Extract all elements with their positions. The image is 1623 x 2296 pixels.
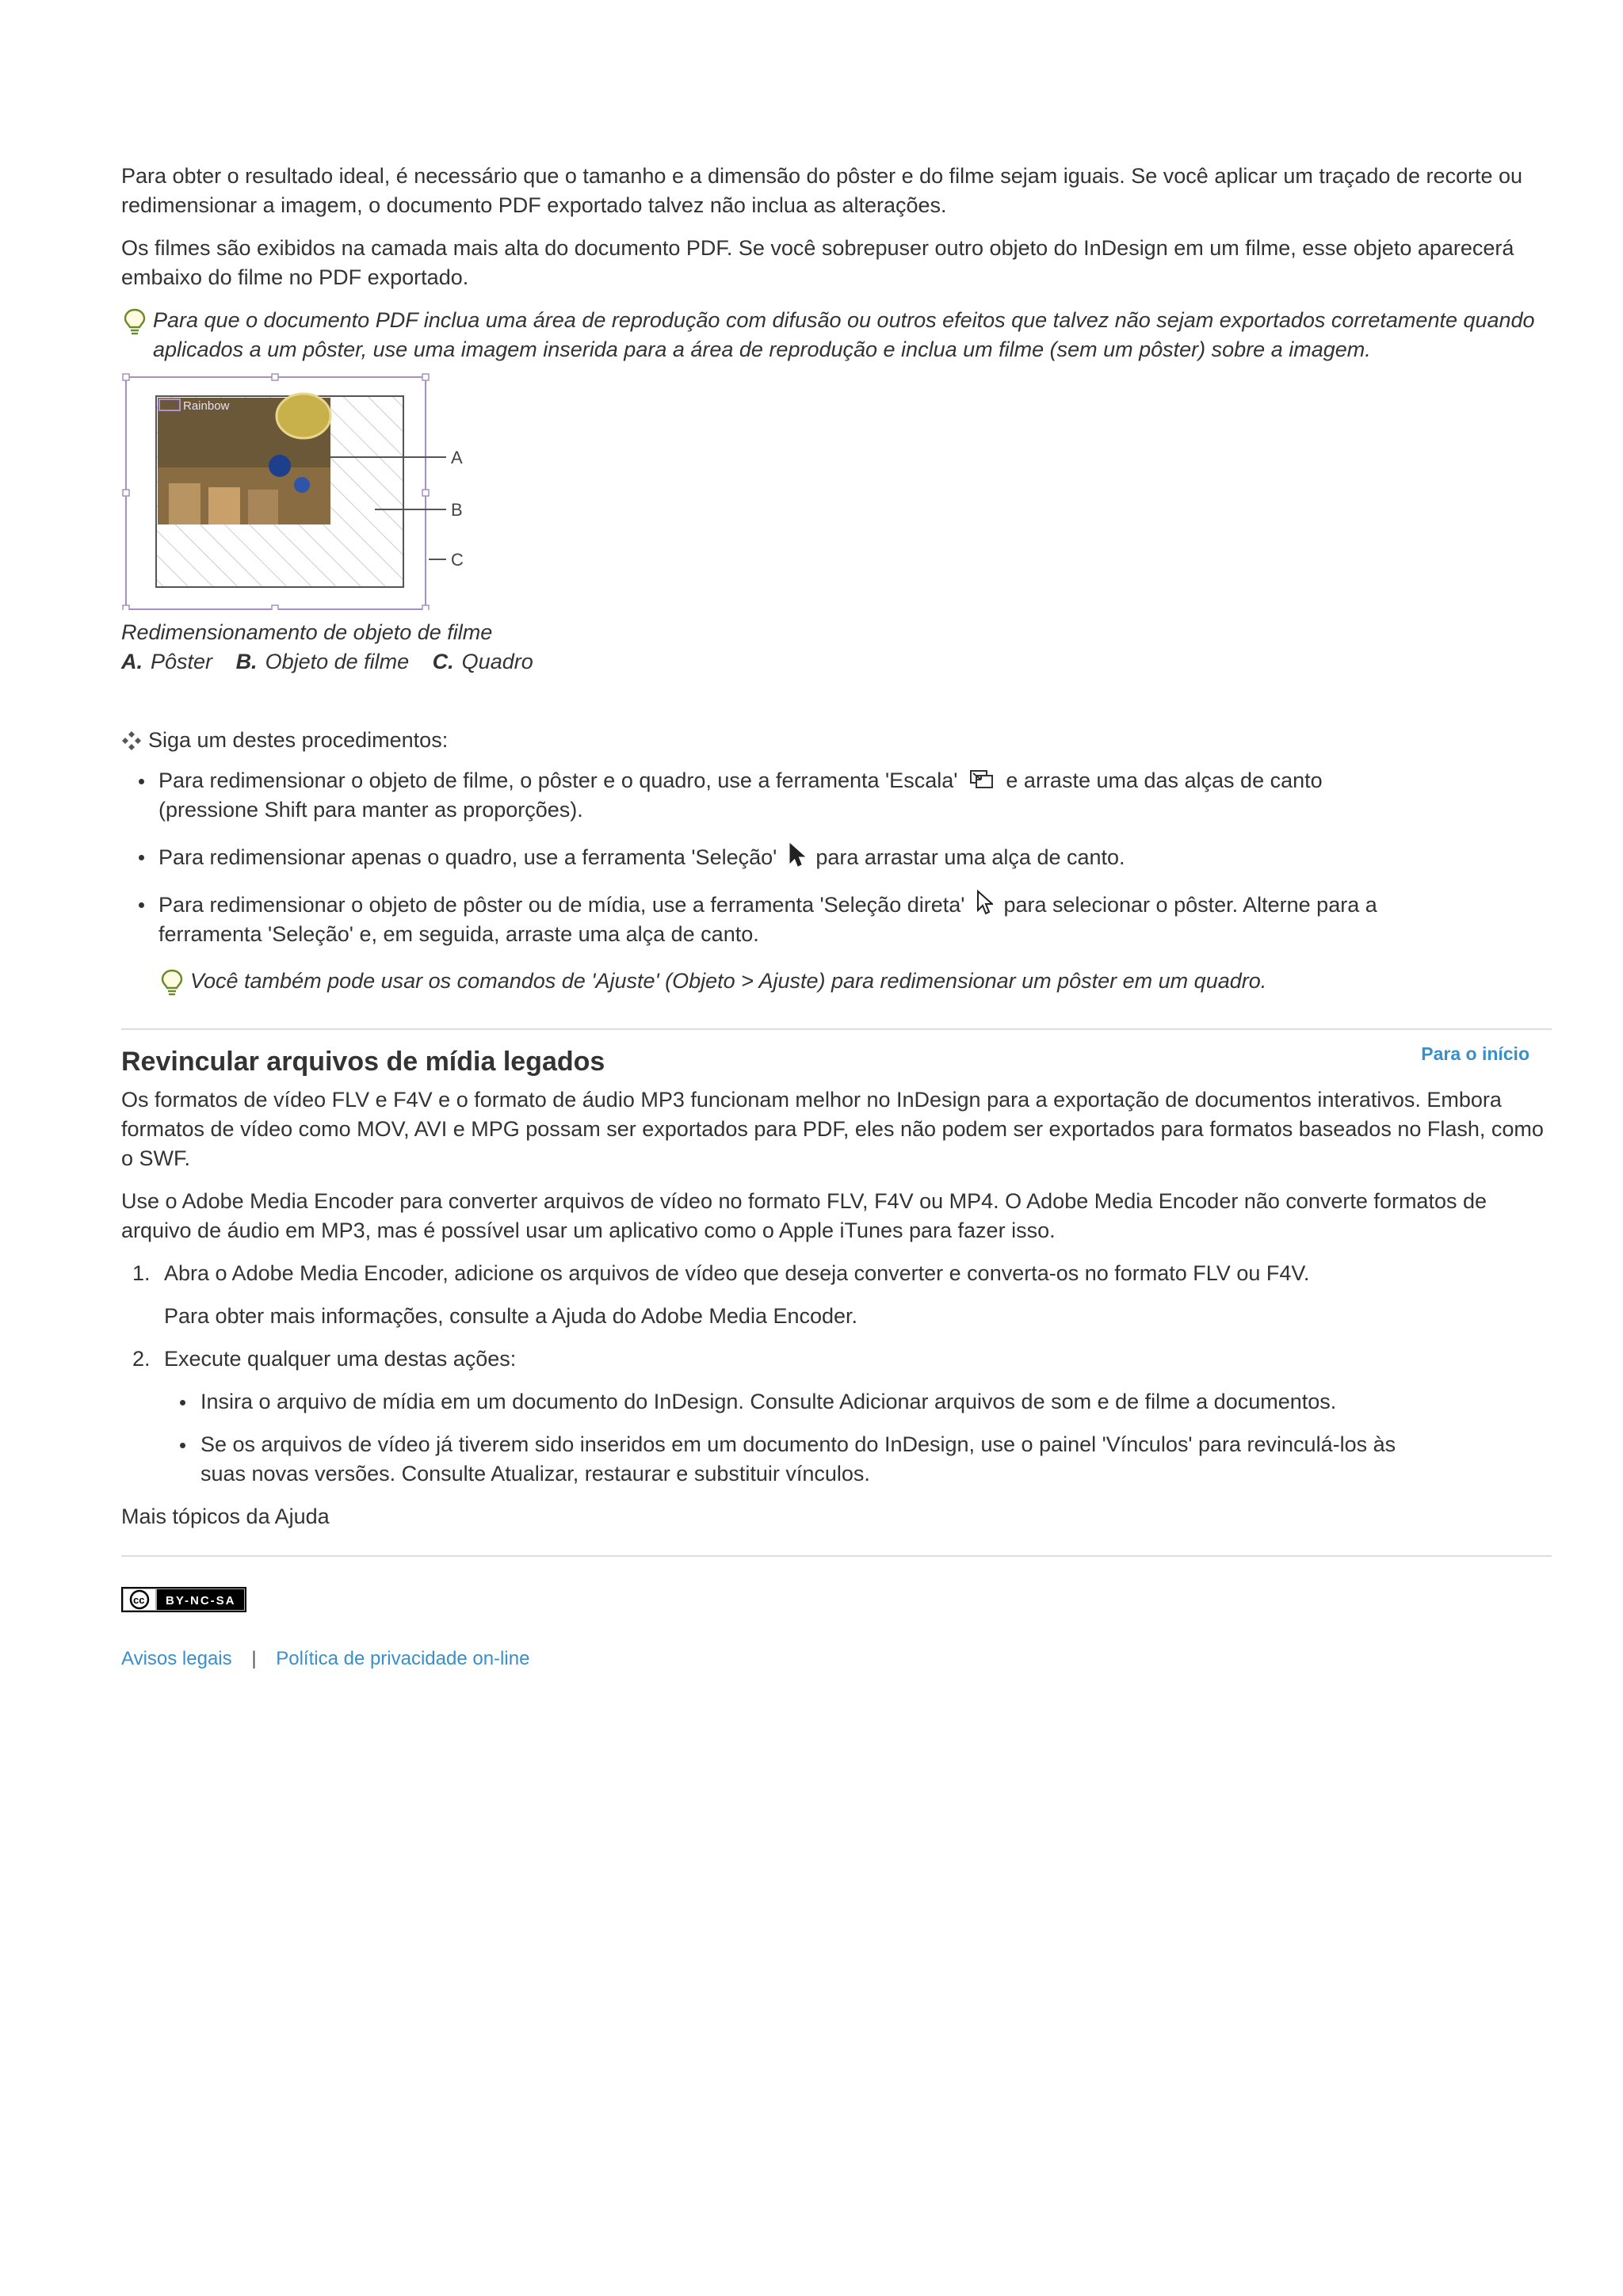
footer-separator: | — [251, 1648, 257, 1669]
tip-text: Para que o documento PDF inclua uma área de reprodução com difusão ou outros efeitos que talvez não sejam exportados corretamente quando aplicados a um pôster, use uma imagem inserida para a área de reprodução e inclua um filme (sem um pôster) sobre a imagem. — [153, 308, 1535, 361]
list-item: Para redimensionar o objeto de filme, o pôster e o quadro, use a ferramenta 'Escala' e arraste uma das alças de canto (pressione Shift para manter as proporções). — [121, 766, 1426, 825]
list-item: Insira o arquivo de mídia em um documento do InDesign. Consulte Adicionar arquivos de som e de filme a documentos. — [164, 1387, 1405, 1417]
lightbulb-icon — [158, 968, 185, 997]
figure-illustration — [121, 372, 478, 610]
document-page — [121, 162, 1552, 1673]
step-number: 1. — [132, 1261, 151, 1285]
license-badge-text: BY-NC-SA — [166, 1594, 236, 1608]
tip-note — [121, 306, 1552, 364]
selection-tool-icon — [788, 842, 805, 868]
step-item — [121, 1344, 1552, 1489]
step-text: Execute qualquer uma destas ações: — [164, 1347, 517, 1371]
lightbulb-icon — [121, 307, 148, 336]
privacy-policy-link[interactable]: Política de privacidade on-line — [276, 1648, 530, 1669]
step-item — [121, 1259, 1552, 1331]
legend-item-frame: C. Quadro — [432, 650, 533, 673]
callout-a: A — [451, 448, 463, 467]
procedure-tip-text: Você também pode usar os comandos de 'Ajuste' (Objeto > Ajuste) para redimensionar um pôster em um quadro. — [190, 969, 1267, 993]
section-paragraph-2: Use o Adobe Media Encoder para converter arquivos de vídeo no formato FLV, F4V ou MP4. O Adobe Media Encoder não converte formatos de arquivo de áudio em MP3, mas é possível usar um aplicativo como o Apple iTunes para fazer isso. — [121, 1189, 1487, 1242]
footer-links — [121, 1644, 1552, 1673]
movie-resize-figure — [121, 372, 533, 826]
section-title: Revincular arquivos de mídia legados — [121, 1047, 605, 1077]
section-paragraph-1: Os formatos de vídeo FLV e F4V e o formato de áudio MP3 funcionam melhor no InDesign para a exportação de documentos interativos. Embora formatos de vídeo como MOV, AVI e MPG possam ser exportados para PDF, eles não podem ser exportados para formatos baseados no Flash, como o SWF. — [121, 1088, 1544, 1170]
more-help-topics: Mais tópicos da Ajuda — [121, 1505, 330, 1528]
figure-caption: Redimensionamento de objeto de filme — [121, 620, 493, 644]
callout-b: B — [451, 500, 463, 520]
legend-item-poster: A. Pôster — [121, 650, 213, 673]
section-header — [121, 1030, 1552, 1085]
list-item: Para redimensionar o objeto de pôster ou de mídia, use a ferramenta 'Seleção direta' para selecionar o pôster. Alterne para a ferramenta 'Seleção' e, em seguida, arraste uma alça de canto. — [121, 890, 1426, 949]
step-subtext: Para obter mais informações, consulte a Ajuda do Adobe Media Encoder. — [164, 1304, 858, 1328]
scale-tool-icon — [968, 769, 995, 791]
procedure-tip — [158, 967, 1552, 997]
callout-c: C — [451, 550, 464, 570]
back-to-top-link[interactable]: Para o início — [1421, 1043, 1529, 1064]
direct-selection-tool-icon — [976, 890, 993, 915]
procedure-list — [121, 766, 1552, 949]
steps-list — [121, 1259, 1552, 1489]
list-item: Para redimensionar apenas o quadro, use a ferramenta 'Seleção' para arrastar uma alça de canto. — [121, 842, 1426, 872]
creative-commons-license-badge[interactable] — [121, 1587, 246, 1612]
step-sublist — [164, 1387, 1552, 1489]
legal-notices-link[interactable]: Avisos legais — [121, 1648, 232, 1669]
legend-item-movie-object: B. Objeto de filme — [235, 650, 410, 673]
intro-paragraph-1: Para obter o resultado ideal, é necessário que o tamanho e a dimensão do pôster e do filme sejam iguais. Se você aplicar um traçado de recorte ou redimensionar a imagem, o documento PDF exportado talvez não inclua as alterações. — [121, 164, 1523, 217]
figure-legend — [121, 647, 834, 677]
step-text: Abra o Adobe Media Encoder, adicione os arquivos de vídeo que deseja converter e converta-os no formato FLV ou F4V. — [164, 1261, 1310, 1285]
poster-text: Rainbow — [183, 399, 230, 413]
step-number: 2. — [132, 1347, 151, 1371]
procedure-intro-text: Siga um destes procedimentos: — [148, 728, 449, 752]
intro-paragraph-2: Os filmes são exibidos na camada mais alta do documento PDF. Se você sobrepuser outro objeto do InDesign em um filme, esse objeto aparecerá embaixo do filme no PDF exportado. — [121, 236, 1514, 289]
footer-divider — [121, 1555, 1552, 1557]
list-item: Se os arquivos de vídeo já tiverem sido inseridos em um documento do InDesign, use o painel 'Vínculos' para revinculá-los às suas novas versões. Consulte Atualizar, restaurar e substituir vínculos. — [164, 1430, 1405, 1489]
svg-text:cc: cc — [133, 1594, 145, 1606]
